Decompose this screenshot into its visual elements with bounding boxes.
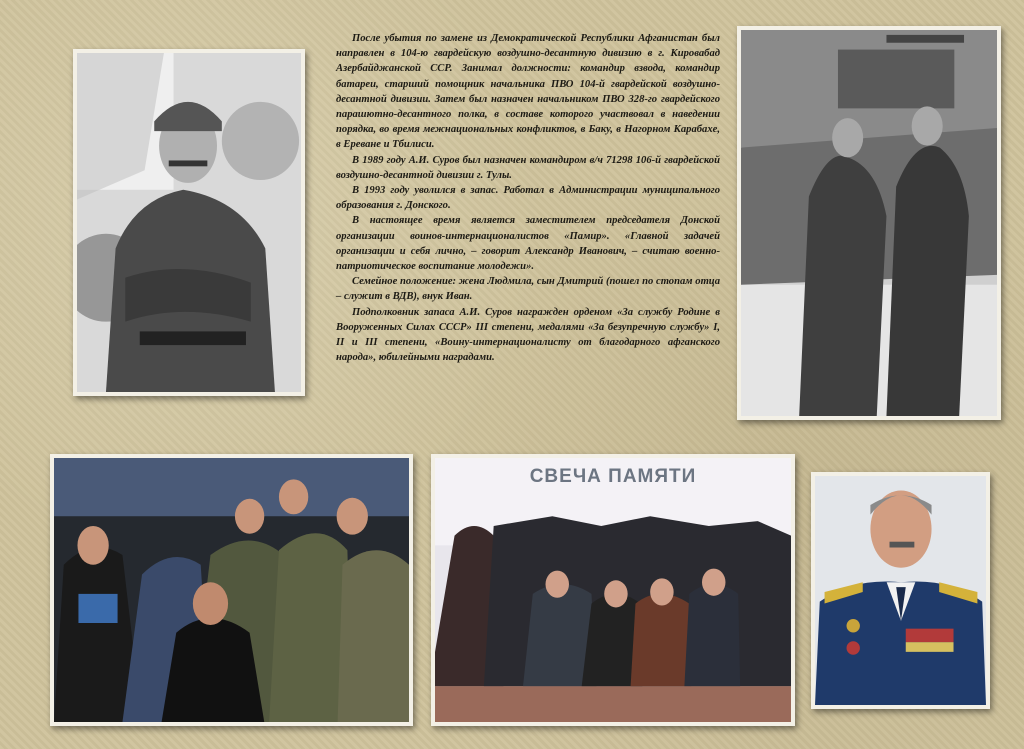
paragraph-1993: В 1993 году уволился в запас. Работал в Администрации муниципального образования г. Донского. <box>336 185 720 212</box>
paragraph-1989: В 1989 году А.И. Суров был назначен командиром в/ч 71298 106-й гвардейской воздушно-десантной дивизии г. Тулы. <box>336 154 720 181</box>
paragraph-service: После убытия по замене из Демократической Республики Афганистан был направлен в 104-ю гвардейскую воздушно-десантную дивизию в г. Кировабад Азербайджанской ССР. Занимал должности: командир взвода, командир батареи, старший помощник начальника ПВО 104-й гвардейской воздушно-десантной дивизии. Затем был назначен начальником ПВО 328-го гвардейского парашютно-десантного полка, в составе которого участвовал в наведении порядка, во время межнациональных конфликтов, в Баку, в Нагорном Карабахе, в Ереване и Тбилиси. <box>336 33 720 151</box>
paragraph-family: Семейное положение: жена Людмила, сын Дмитрий (пошел по стопам отца – служит в ВДВ), внук Иван. <box>336 276 720 303</box>
portrait-camouflage-photo <box>73 49 305 396</box>
paragraph-current: В настоящее время является заместителем председателя Донской организации воинов-интернационалистов «Памир». «Главной задачей организации и себя лично, – говорит Александр Иванович, – считаю военно-патриотическое воспитание молодежи». <box>336 215 720 273</box>
memory-candle-event-photo <box>431 454 795 726</box>
veterans-group-photo <box>50 454 413 726</box>
soldiers-vehicle-photo <box>737 26 1001 420</box>
banner-svecha-pamyati: СВЕЧА ПАМЯТИ <box>529 466 697 487</box>
biography-text <box>336 31 720 365</box>
portrait-dress-uniform-photo <box>811 472 990 709</box>
paragraph-awards: Подполковник запаса А.И. Суров награжден орденом «За службу Родине в Вооруженных Силах СССР» III степени, медалями «За безупречную службу» I, II и III степени, «Воину-интернационалисту от благодарного афганского народа», юбилейными наградами. <box>336 306 720 364</box>
